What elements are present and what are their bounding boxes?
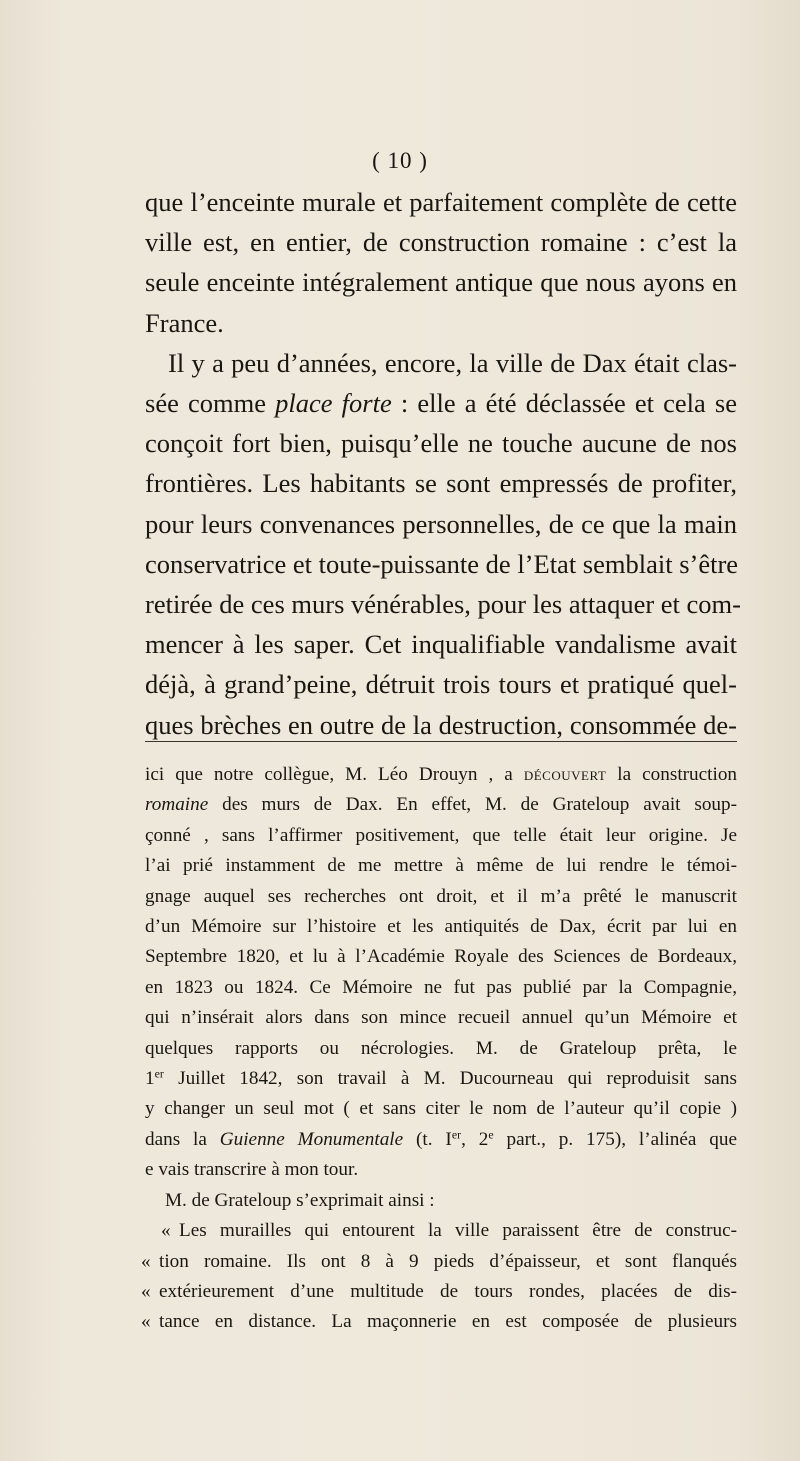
footnote-separator [145,741,737,742]
text-run: extérieurement d’une multitude de tours rondes, placées de dis- [159,1280,737,1302]
text-line: seule enceinte intégralement antique que nous ayons en [145,267,737,298]
text-line [145,383,737,423]
footnote-line [145,760,737,790]
text-line: Il y a peu d’années, encore, la ville de Dax était clas- [168,347,737,378]
quote-mark: « [141,1311,151,1333]
text-run: sée comme [145,388,276,419]
quote-line [141,1247,737,1277]
footnote-line: y changer un seul mot ( et sans citer le nom de l’auteur qu’il copie ) [145,1098,737,1120]
text-line: conservatrice et toute-puissante de l’Etat semblait s’être [145,548,739,579]
superscript: er [451,1127,462,1142]
footnote-line: gnage auquel ses recherches ont droit, et il m’a prêté le manuscrit [145,885,737,907]
quote-mark: « [161,1220,171,1242]
superscript: e [488,1127,494,1142]
small-caps-term: découvert [523,764,607,785]
text-line: que l’enceinte murale et parfaitement complète de cette [145,187,737,217]
text-run: tion romaine. Ils ont 8 à 9 pieds d’épaisseur, et sont flanqués [159,1250,737,1272]
footnote-line [145,1125,737,1155]
footnote-line [145,790,737,820]
text-run: part., p. 175), l’alinéa que [493,1128,737,1150]
footnote-line: Septembre 1820, et lu à l’Académie Royale des Sciences de Bordeaux, [145,946,737,968]
footnote-line: qui n’insérait alors dans son mince recueil annuel qu’un Mémoire et [145,1007,737,1029]
quote-line [141,1277,737,1307]
text-run: , 2 [461,1128,489,1150]
text-run: : elle a été déclassée et cela se [391,388,738,419]
text-run: la construction [606,764,738,785]
italic-term-place-forte: place forte [275,388,392,419]
text-run: des murs de Dax. En effet, M. de Grateloup avait soup- [208,794,737,816]
footnote-line [145,1064,737,1094]
quote-line [141,1307,737,1337]
italic-term: romaine [145,794,209,816]
text-run: tance en distance. La maçonnerie en est composée de plusieurs [159,1311,737,1333]
text-line: conçoit fort bien, puisqu’elle ne touche aucune de nos [145,428,737,459]
quote-line [145,1216,737,1246]
footnote-line: l’ai prié instamment de me mettre à même de lui rendre le témoi- [145,855,737,877]
footnote [141,760,738,1338]
quote-mark: « [141,1250,151,1272]
text-run: Les murailles qui entourent la ville paraissent être de construc- [179,1220,737,1242]
text-line: France. [145,307,224,338]
text-run: (t. I [403,1128,452,1150]
text-line: déjà, à grand’peine, détruit trois tours et pratiqué quel- [145,669,737,700]
footnote-line: en 1823 ou 1824. Ce Mémoire ne fut pas publié par la Compagnie, [145,976,737,998]
text-run: ici que notre collègue, M. Léo Drouyn , a [145,764,524,785]
text-line: pour leurs convenances personnelles, de ce que la main [145,508,737,539]
italic-title: Guienne Monumentale [219,1128,404,1150]
superscript: er [154,1066,164,1081]
text-line: ques brèches en outre de la destruction, consommée de- [145,709,737,740]
footnote-line: M. de Grateloup s’exprimait ainsi : [165,1189,435,1211]
footnote-line: e vais transcrire à mon tour. [145,1159,359,1181]
footnote-line: quelques rapports ou nécrologies. M. de Grateloup prêta, le [145,1037,737,1059]
main-text [145,182,741,745]
text-line: ville est, en entier, de construction romaine : c’est la [145,227,737,258]
footnote-line: çonné , sans l’affirmer positivement, que telle était leur origine. Je [145,824,737,846]
page-number: ( 10 ) [372,148,428,173]
text-run: dans la [145,1128,220,1150]
footnote-line: d’un Mémoire sur l’histoire et les antiquités de Dax, écrit par lui en [145,916,737,938]
text-line: frontières. Les habitants se sont empressés de profiter, [145,468,737,499]
text-run: 1 [145,1068,155,1090]
text-line: mencer à les saper. Cet inqualifiable vandalisme avait [145,629,737,660]
text-line: retirée de ces murs vénérables, pour les attaquer et com- [145,589,741,620]
text-run: Juillet 1842, son travail à M. Ducourneau qui reproduisit sans [163,1068,737,1090]
quote-mark: « [141,1280,151,1302]
